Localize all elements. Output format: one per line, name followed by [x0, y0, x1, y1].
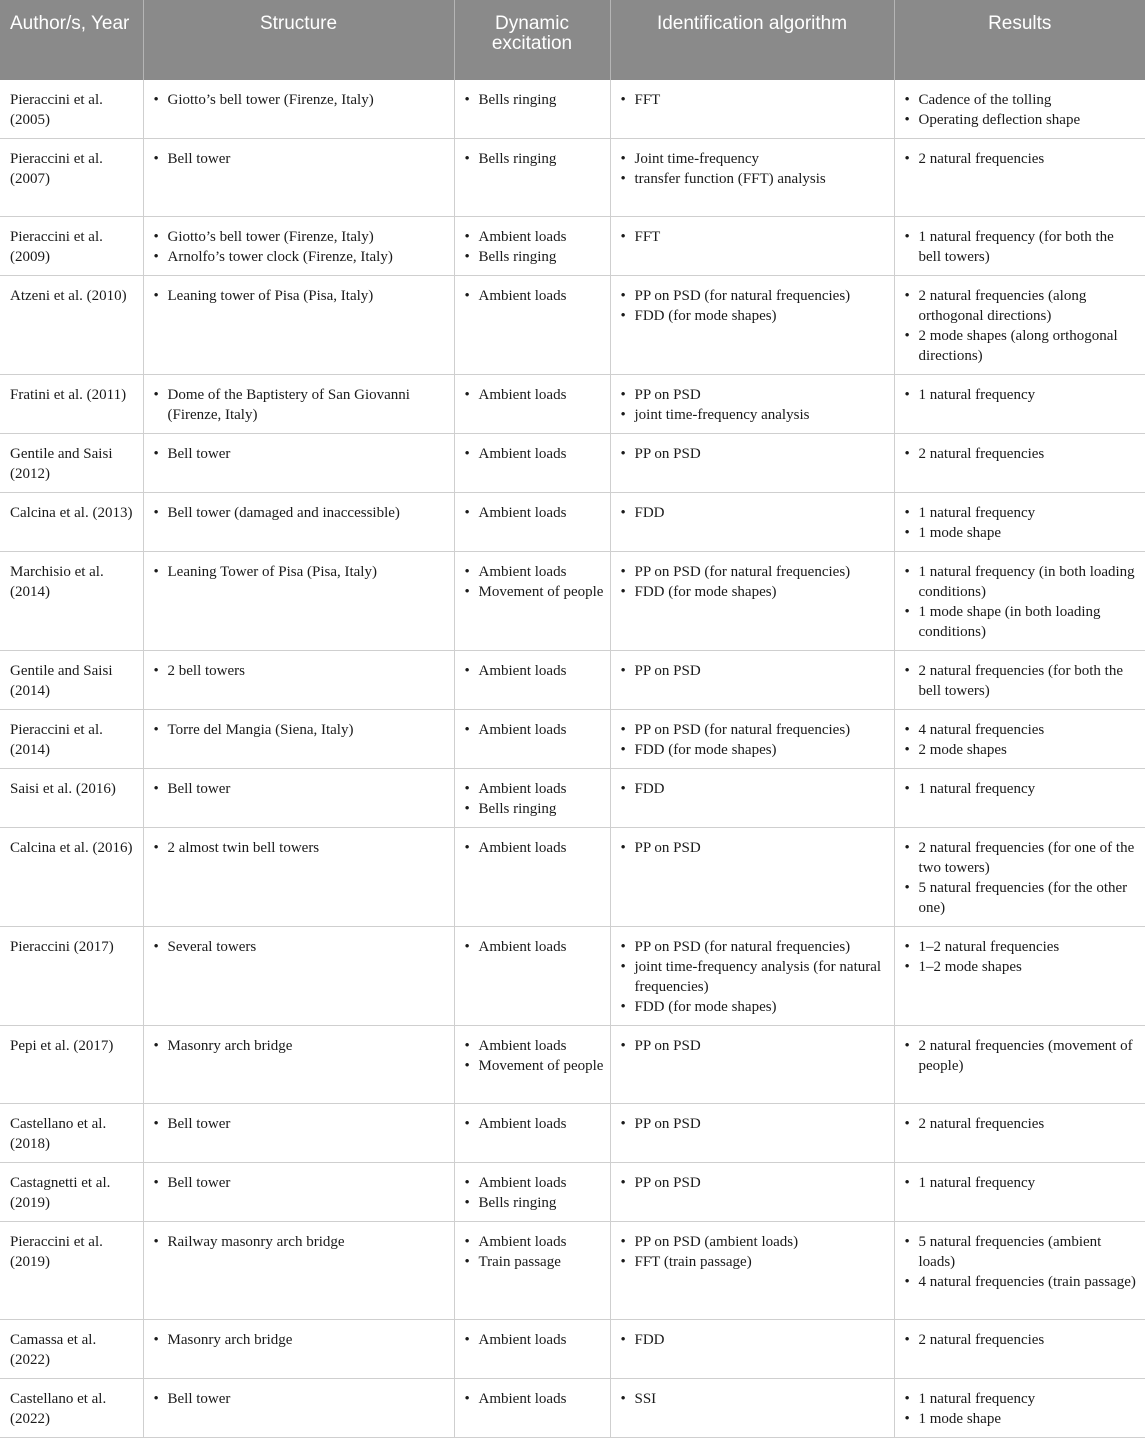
structure-list: [154, 1173, 448, 1193]
list-item: • SSI: [621, 1389, 888, 1409]
results-list: [905, 838, 1140, 918]
cell-excitation: [454, 1104, 610, 1163]
list-item: • Ambient loads: [465, 1173, 604, 1193]
list-item: • Ambient loads: [465, 385, 604, 405]
excitation-list: [465, 149, 604, 169]
cell-excitation: [454, 1379, 610, 1438]
excitation-list: [465, 838, 604, 858]
list-item: • PP on PSD: [621, 1173, 888, 1193]
cell-algorithm: [610, 139, 894, 217]
cell-structure: [143, 276, 454, 375]
structure-list: [154, 720, 448, 740]
cell-results: [894, 1163, 1145, 1222]
cell-author: Marchisio et al. (2014): [0, 552, 143, 651]
list-item: • Ambient loads: [465, 779, 604, 799]
structure-list: [154, 562, 448, 582]
cell-results: [894, 276, 1145, 375]
list-item: • Bell tower (damaged and inaccessible): [154, 503, 448, 523]
table-row: [0, 828, 1145, 927]
cell-author: Camassa et al. (2022): [0, 1320, 143, 1379]
algorithm-list: [621, 779, 888, 799]
list-item: • joint time-frequency analysis (for natural frequencies): [621, 957, 888, 997]
cell-results: [894, 139, 1145, 217]
cell-results: [894, 1104, 1145, 1163]
results-list: [905, 1173, 1140, 1193]
table-row: [0, 769, 1145, 828]
list-item: • Train passage: [465, 1252, 604, 1272]
list-item: • FDD (for mode shapes): [621, 306, 888, 326]
cell-excitation: [454, 651, 610, 710]
cell-algorithm: [610, 1379, 894, 1438]
excitation-list: [465, 1389, 604, 1409]
table-row: [0, 493, 1145, 552]
cell-structure: [143, 1379, 454, 1438]
table-row: [0, 1163, 1145, 1222]
list-item: • Bell tower: [154, 149, 448, 169]
cell-author: Castellano et al. (2018): [0, 1104, 143, 1163]
list-item: • Ambient loads: [465, 1330, 604, 1350]
list-item: • Bells ringing: [465, 799, 604, 819]
header-structure: Structure: [143, 0, 454, 80]
cell-structure: [143, 1222, 454, 1320]
excitation-list: [465, 1173, 604, 1213]
list-item: • Ambient loads: [465, 227, 604, 247]
algorithm-list: [621, 1036, 888, 1056]
cell-algorithm: [610, 1163, 894, 1222]
results-list: [905, 503, 1140, 543]
cell-results: [894, 710, 1145, 769]
cell-results: [894, 1379, 1145, 1438]
list-item: • 2 natural frequencies (along orthogonal directions): [905, 286, 1140, 326]
cell-structure: [143, 375, 454, 434]
cell-structure: [143, 828, 454, 927]
excitation-list: [465, 661, 604, 681]
list-item: • Bell tower: [154, 1114, 448, 1134]
list-item: • Giotto’s bell tower (Firenze, Italy): [154, 90, 448, 110]
excitation-list: [465, 720, 604, 740]
results-list: [905, 286, 1140, 366]
algorithm-list: [621, 661, 888, 681]
cell-author: Pepi et al. (2017): [0, 1026, 143, 1104]
header-author: Author/s, Year: [0, 0, 143, 80]
header-row: [0, 0, 1145, 80]
list-item: • Torre del Mangia (Siena, Italy): [154, 720, 448, 740]
list-item: • Dome of the Baptistery of San Giovanni (Firenze, Italy): [154, 385, 448, 425]
list-item: • Cadence of the tolling: [905, 90, 1140, 110]
excitation-list: [465, 1114, 604, 1134]
cell-structure: [143, 927, 454, 1026]
list-item: • Masonry arch bridge: [154, 1330, 448, 1350]
structure-list: [154, 90, 448, 110]
results-list: [905, 1389, 1140, 1429]
list-item: • 1 natural frequency (in both loading conditions): [905, 562, 1140, 602]
algorithm-list: [621, 149, 888, 189]
table-row: [0, 217, 1145, 276]
cell-results: [894, 217, 1145, 276]
cell-results: [894, 769, 1145, 828]
results-list: [905, 149, 1140, 169]
cell-author: Pieraccini et al. (2005): [0, 80, 143, 139]
list-item: • PP on PSD (ambient loads): [621, 1232, 888, 1252]
cell-algorithm: [610, 276, 894, 375]
cell-structure: [143, 1320, 454, 1379]
list-item: • PP on PSD: [621, 661, 888, 681]
list-item: • FDD (for mode shapes): [621, 997, 888, 1017]
list-item: • Railway masonry arch bridge: [154, 1232, 448, 1252]
table-row: [0, 1222, 1145, 1320]
table-row: [0, 651, 1145, 710]
list-item: • 5 natural frequencies (ambient loads): [905, 1232, 1140, 1272]
algorithm-list: [621, 1389, 888, 1409]
structure-list: [154, 1330, 448, 1350]
structure-list: [154, 227, 448, 267]
excitation-list: [465, 937, 604, 957]
header-algorithm: Identification algorithm: [610, 0, 894, 80]
cell-excitation: [454, 276, 610, 375]
cell-author: Saisi et al. (2016): [0, 769, 143, 828]
list-item: • 1 natural frequency: [905, 385, 1140, 405]
list-item: • 5 natural frequencies (for the other one): [905, 878, 1140, 918]
cell-algorithm: [610, 217, 894, 276]
table-row: [0, 1320, 1145, 1379]
results-list: [905, 937, 1140, 977]
results-list: [905, 385, 1140, 405]
cell-author: Castagnetti et al. (2019): [0, 1163, 143, 1222]
list-item: • 1 mode shape (in both loading conditions): [905, 602, 1140, 642]
cell-excitation: [454, 80, 610, 139]
excitation-list: [465, 779, 604, 819]
cell-author: Calcina et al. (2013): [0, 493, 143, 552]
cell-algorithm: [610, 552, 894, 651]
cell-algorithm: [610, 434, 894, 493]
cell-algorithm: [610, 1320, 894, 1379]
excitation-list: [465, 1330, 604, 1350]
list-item: • Ambient loads: [465, 720, 604, 740]
list-item: • PP on PSD: [621, 385, 888, 405]
cell-author: Castellano et al. (2022): [0, 1379, 143, 1438]
algorithm-list: [621, 838, 888, 858]
cell-results: [894, 828, 1145, 927]
algorithm-list: [621, 90, 888, 110]
cell-results: [894, 927, 1145, 1026]
structure-list: [154, 444, 448, 464]
list-item: • Ambient loads: [465, 1036, 604, 1056]
table-row: [0, 1026, 1145, 1104]
cell-author: Fratini et al. (2011): [0, 375, 143, 434]
list-item: • FDD (for mode shapes): [621, 740, 888, 760]
header-excitation: Dynamic excitation: [454, 0, 610, 80]
cell-excitation: [454, 375, 610, 434]
cell-excitation: [454, 139, 610, 217]
cell-excitation: [454, 1026, 610, 1104]
cell-author: Gentile and Saisi (2014): [0, 651, 143, 710]
list-item: • 1 natural frequency: [905, 1173, 1140, 1193]
results-list: [905, 562, 1140, 642]
algorithm-list: [621, 227, 888, 247]
cell-structure: [143, 710, 454, 769]
list-item: • Bell tower: [154, 1173, 448, 1193]
results-list: [905, 1232, 1140, 1292]
list-item: • 1 natural frequency: [905, 1389, 1140, 1409]
list-item: • Ambient loads: [465, 937, 604, 957]
list-item: • 1 mode shape: [905, 1409, 1140, 1429]
algorithm-list: [621, 503, 888, 523]
cell-results: [894, 552, 1145, 651]
list-item: • PP on PSD: [621, 838, 888, 858]
list-item: • FDD: [621, 1330, 888, 1350]
cell-structure: [143, 139, 454, 217]
algorithm-list: [621, 1232, 888, 1272]
list-item: • Ambient loads: [465, 562, 604, 582]
table-row: [0, 434, 1145, 493]
cell-algorithm: [610, 1222, 894, 1320]
results-list: [905, 1330, 1140, 1350]
structure-list: [154, 1232, 448, 1252]
cell-algorithm: [610, 927, 894, 1026]
cell-excitation: [454, 1163, 610, 1222]
excitation-list: [465, 286, 604, 306]
list-item: • FDD (for mode shapes): [621, 582, 888, 602]
cell-algorithm: [610, 80, 894, 139]
cell-structure: [143, 434, 454, 493]
list-item: • 1 natural frequency: [905, 779, 1140, 799]
list-item: • Ambient loads: [465, 503, 604, 523]
cell-structure: [143, 217, 454, 276]
list-item: • Ambient loads: [465, 1389, 604, 1409]
table-row: [0, 927, 1145, 1026]
list-item: • Ambient loads: [465, 444, 604, 464]
list-item: • Bells ringing: [465, 149, 604, 169]
cell-excitation: [454, 1320, 610, 1379]
list-item: • 2 natural frequencies: [905, 1330, 1140, 1350]
cell-excitation: [454, 552, 610, 651]
cell-results: [894, 434, 1145, 493]
structure-list: [154, 661, 448, 681]
list-item: • FFT: [621, 90, 888, 110]
list-item: • 2 natural frequencies (movement of people): [905, 1036, 1140, 1076]
algorithm-list: [621, 1330, 888, 1350]
cell-results: [894, 493, 1145, 552]
list-item: • Ambient loads: [465, 286, 604, 306]
list-item: • 2 natural frequencies (for one of the two towers): [905, 838, 1140, 878]
cell-algorithm: [610, 1104, 894, 1163]
structure-list: [154, 503, 448, 523]
structure-list: [154, 1036, 448, 1056]
list-item: • Ambient loads: [465, 1114, 604, 1134]
table-row: [0, 710, 1145, 769]
list-item: • PP on PSD: [621, 444, 888, 464]
algorithm-list: [621, 444, 888, 464]
algorithm-list: [621, 286, 888, 326]
list-item: • 4 natural frequencies (train passage): [905, 1272, 1140, 1292]
cell-excitation: [454, 1222, 610, 1320]
cell-results: [894, 80, 1145, 139]
structure-list: [154, 149, 448, 169]
results-list: [905, 1036, 1140, 1076]
list-item: • Ambient loads: [465, 1232, 604, 1252]
list-item: • Masonry arch bridge: [154, 1036, 448, 1056]
list-item: • Ambient loads: [465, 838, 604, 858]
cell-structure: [143, 80, 454, 139]
cell-author: Pieraccini et al. (2019): [0, 1222, 143, 1320]
algorithm-list: [621, 562, 888, 602]
list-item: • Arnolfo’s tower clock (Firenze, Italy): [154, 247, 448, 267]
list-item: • 2 natural frequencies: [905, 1114, 1140, 1134]
cell-excitation: [454, 710, 610, 769]
cell-results: [894, 1320, 1145, 1379]
cell-results: [894, 651, 1145, 710]
list-item: • Bells ringing: [465, 247, 604, 267]
cell-algorithm: [610, 828, 894, 927]
excitation-list: [465, 444, 604, 464]
cell-excitation: [454, 434, 610, 493]
list-item: • 2 bell towers: [154, 661, 448, 681]
excitation-list: [465, 385, 604, 405]
list-item: • 2 natural frequencies (for both the bell towers): [905, 661, 1140, 701]
cell-structure: [143, 1163, 454, 1222]
list-item: • Leaning tower of Pisa (Pisa, Italy): [154, 286, 448, 306]
list-item: • 1 natural frequency (for both the bell towers): [905, 227, 1140, 267]
cell-excitation: [454, 769, 610, 828]
list-item: • Ambient loads: [465, 661, 604, 681]
table-row: [0, 139, 1145, 217]
list-item: • FFT (train passage): [621, 1252, 888, 1272]
cell-author: Atzeni et al. (2010): [0, 276, 143, 375]
cell-structure: [143, 552, 454, 651]
cell-structure: [143, 1026, 454, 1104]
structure-list: [154, 385, 448, 425]
excitation-list: [465, 562, 604, 602]
cell-structure: [143, 769, 454, 828]
cell-results: [894, 1222, 1145, 1320]
results-list: [905, 1114, 1140, 1134]
table-row: [0, 276, 1145, 375]
cell-algorithm: [610, 375, 894, 434]
list-item: • Operating deflection shape: [905, 110, 1140, 130]
cell-author: Pieraccini et al. (2014): [0, 710, 143, 769]
list-item: • FDD: [621, 779, 888, 799]
cell-algorithm: [610, 493, 894, 552]
list-item: • 2 almost twin bell towers: [154, 838, 448, 858]
table-row: [0, 80, 1145, 139]
cell-author: Pieraccini et al. (2009): [0, 217, 143, 276]
table-row: [0, 1104, 1145, 1163]
list-item: • 1–2 natural frequencies: [905, 937, 1140, 957]
list-item: • transfer function (FFT) analysis: [621, 169, 888, 189]
list-item: • 2 natural frequencies: [905, 149, 1140, 169]
list-item: • joint time-frequency analysis: [621, 405, 888, 425]
algorithm-list: [621, 1114, 888, 1134]
algorithm-list: [621, 1173, 888, 1193]
results-list: [905, 444, 1140, 464]
cell-results: [894, 1026, 1145, 1104]
algorithm-list: [621, 385, 888, 425]
list-item: • Bells ringing: [465, 1193, 604, 1213]
list-item: • 2 natural frequencies: [905, 444, 1140, 464]
list-item: • PP on PSD (for natural frequencies): [621, 937, 888, 957]
list-item: • Giotto’s bell tower (Firenze, Italy): [154, 227, 448, 247]
list-item: • Bell tower: [154, 444, 448, 464]
cell-structure: [143, 493, 454, 552]
list-item: • PP on PSD (for natural frequencies): [621, 286, 888, 306]
cell-author: Gentile and Saisi (2012): [0, 434, 143, 493]
cell-algorithm: [610, 769, 894, 828]
cell-excitation: [454, 217, 610, 276]
cell-structure: [143, 651, 454, 710]
cell-author: Pieraccini et al. (2007): [0, 139, 143, 217]
algorithm-list: [621, 720, 888, 760]
excitation-list: [465, 503, 604, 523]
list-item: • 1 mode shape: [905, 523, 1140, 543]
list-item: • 1–2 mode shapes: [905, 957, 1140, 977]
excitation-list: [465, 1036, 604, 1076]
list-item: • Several towers: [154, 937, 448, 957]
excitation-list: [465, 227, 604, 267]
excitation-list: [465, 1232, 604, 1272]
excitation-list: [465, 90, 604, 110]
list-item: • 2 mode shapes: [905, 740, 1140, 760]
cell-excitation: [454, 828, 610, 927]
list-item: • Joint time-frequency: [621, 149, 888, 169]
list-item: • Bells ringing: [465, 90, 604, 110]
structure-list: [154, 1114, 448, 1134]
list-item: • PP on PSD (for natural frequencies): [621, 720, 888, 740]
table-row: [0, 552, 1145, 651]
results-list: [905, 720, 1140, 760]
list-item: • Leaning Tower of Pisa (Pisa, Italy): [154, 562, 448, 582]
structure-list: [154, 838, 448, 858]
list-item: • 1 natural frequency: [905, 503, 1140, 523]
list-item: • FFT: [621, 227, 888, 247]
list-item: • FDD: [621, 503, 888, 523]
cell-algorithm: [610, 651, 894, 710]
results-list: [905, 661, 1140, 701]
cell-excitation: [454, 493, 610, 552]
list-item: • PP on PSD: [621, 1036, 888, 1056]
table-row: [0, 375, 1145, 434]
structure-list: [154, 937, 448, 957]
cell-author: Pieraccini (2017): [0, 927, 143, 1026]
list-item: • PP on PSD (for natural frequencies): [621, 562, 888, 582]
results-list: [905, 779, 1140, 799]
cell-algorithm: [610, 1026, 894, 1104]
algorithm-list: [621, 937, 888, 1017]
list-item: • 2 mode shapes (along orthogonal directions): [905, 326, 1140, 366]
results-list: [905, 90, 1140, 130]
results-list: [905, 227, 1140, 267]
table-row: [0, 1379, 1145, 1438]
list-item: • Bell tower: [154, 779, 448, 799]
list-item: • Movement of people: [465, 1056, 604, 1076]
list-item: • 4 natural frequencies: [905, 720, 1140, 740]
cell-algorithm: [610, 710, 894, 769]
header-results: Results: [894, 0, 1145, 80]
cell-author: Calcina et al. (2016): [0, 828, 143, 927]
structure-list: [154, 1389, 448, 1409]
structure-list: [154, 286, 448, 306]
list-item: • Movement of people: [465, 582, 604, 602]
structure-list: [154, 779, 448, 799]
cell-excitation: [454, 927, 610, 1026]
cell-structure: [143, 1104, 454, 1163]
list-item: • PP on PSD: [621, 1114, 888, 1134]
list-item: • Bell tower: [154, 1389, 448, 1409]
cell-results: [894, 375, 1145, 434]
